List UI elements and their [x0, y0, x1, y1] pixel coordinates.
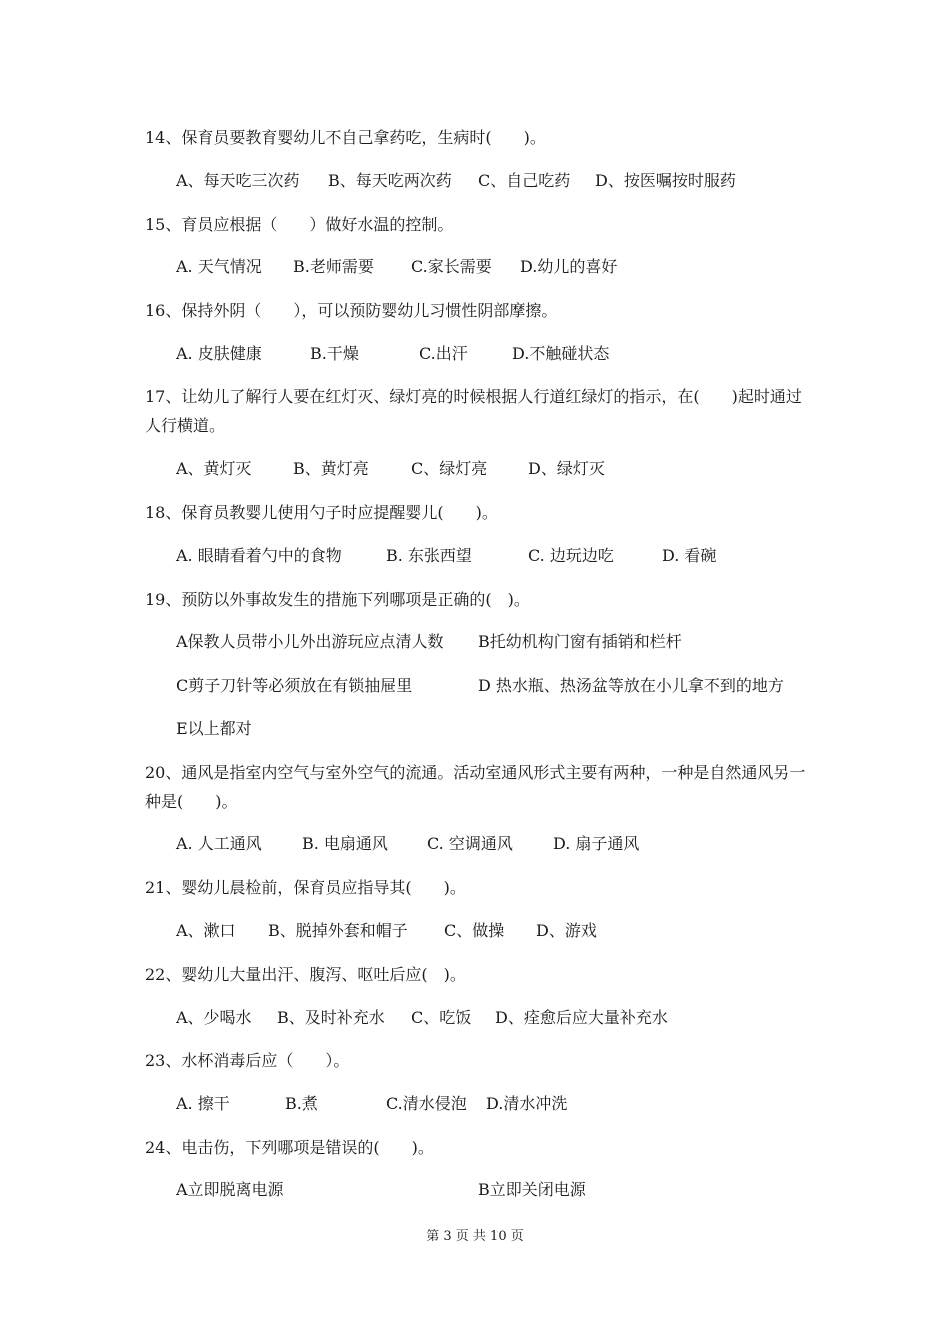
question-20: 20、通风是指室内空气与室外空气的流通。活动室通风形式主要有两种，一种是自然通风另一种是( )。: [145, 763, 806, 811]
question-14: 14、保育员要教育婴幼儿不自己拿药吃，生病时( )。: [145, 128, 546, 147]
option: B.干燥: [310, 344, 359, 363]
option: A. 眼睛看着勺中的食物: [176, 546, 342, 565]
option: C.清水侵泡: [386, 1094, 467, 1113]
option: B.老师需要: [293, 257, 374, 276]
option: B.煮: [285, 1094, 318, 1113]
option: D、痊愈后应大量补充水: [495, 1008, 668, 1027]
question-16: 16、保持外阴（ ），可以预防婴幼儿习惯性阴部摩擦。: [145, 301, 558, 320]
option: C、吃饭: [411, 1008, 472, 1027]
option: D.清水冲洗: [486, 1094, 568, 1113]
option: B. 电扇通风: [302, 834, 388, 853]
option: A、黄灯灭: [176, 459, 252, 478]
option: A立即脱离电源: [176, 1180, 284, 1199]
option: B、每天吃两次药: [328, 171, 452, 190]
option: D.幼儿的喜好: [520, 257, 618, 276]
option: D. 看碗: [662, 546, 717, 565]
option: C、绿灯亮: [411, 459, 488, 478]
option: B、脱掉外套和帽子: [268, 921, 408, 940]
option: B、及时补充水: [277, 1008, 385, 1027]
option: C、做操: [444, 921, 505, 940]
option: B、黄灯亮: [293, 459, 369, 478]
question-17: 17、让幼儿了解行人要在红灯灭、绿灯亮的时候根据人行道红绿灯的指示，在( )起时通过人行横道。: [145, 387, 802, 435]
option: A、每天吃三次药: [176, 171, 300, 190]
option: A保教人员带小儿外出游玩应点清人数: [176, 632, 444, 651]
option: D.不触碰状态: [512, 344, 610, 363]
option: D、绿灯灭: [528, 459, 605, 478]
question-23: 23、水杯消毒后应（ ）。: [145, 1051, 350, 1070]
option: C剪子刀针等必须放在有锁抽屉里: [176, 676, 413, 695]
option: C.家长需要: [411, 257, 492, 276]
question-15: 15、育员应根据（ ）做好水温的控制。: [145, 215, 454, 234]
question-19: 19、预防以外事故发生的措施下列哪项是正确的( )。: [145, 590, 530, 609]
question-22: 22、婴幼儿大量出汗、腹泻、呕吐后应( )。: [145, 965, 466, 984]
option: C. 边玩边吃: [528, 546, 614, 565]
option: B. 东张西望: [386, 546, 472, 565]
question-18: 18、保育员教婴儿使用勺子时应提醒婴儿( )。: [145, 503, 498, 522]
option: D. 扇子通风: [553, 834, 640, 853]
option: A、漱口: [176, 921, 236, 940]
option: E以上都对: [176, 719, 252, 738]
option: A. 天气情况: [176, 257, 262, 276]
option: C、自己吃药: [478, 171, 571, 190]
option: D 热水瓶、热汤盆等放在小儿拿不到的地方: [478, 676, 784, 695]
option: C.出汗: [419, 344, 468, 363]
page-footer: 第 3 页 共 10 页: [426, 1229, 524, 1244]
question-24: 24、电击伤，下列哪项是错误的( )。: [145, 1138, 434, 1157]
option: D、按医嘱按时服药: [595, 171, 736, 190]
question-21: 21、婴幼儿晨检前，保育员应指导其( )。: [145, 878, 466, 897]
option: B立即关闭电源: [478, 1180, 586, 1199]
option: A. 皮肤健康: [176, 344, 262, 363]
option: B托幼机构门窗有插销和栏杆: [478, 632, 682, 651]
option: A. 人工通风: [176, 834, 262, 853]
option: D、游戏: [536, 921, 597, 940]
option: A、少喝水: [176, 1008, 252, 1027]
option: C. 空调通风: [427, 834, 513, 853]
option: A. 擦干: [176, 1094, 230, 1113]
